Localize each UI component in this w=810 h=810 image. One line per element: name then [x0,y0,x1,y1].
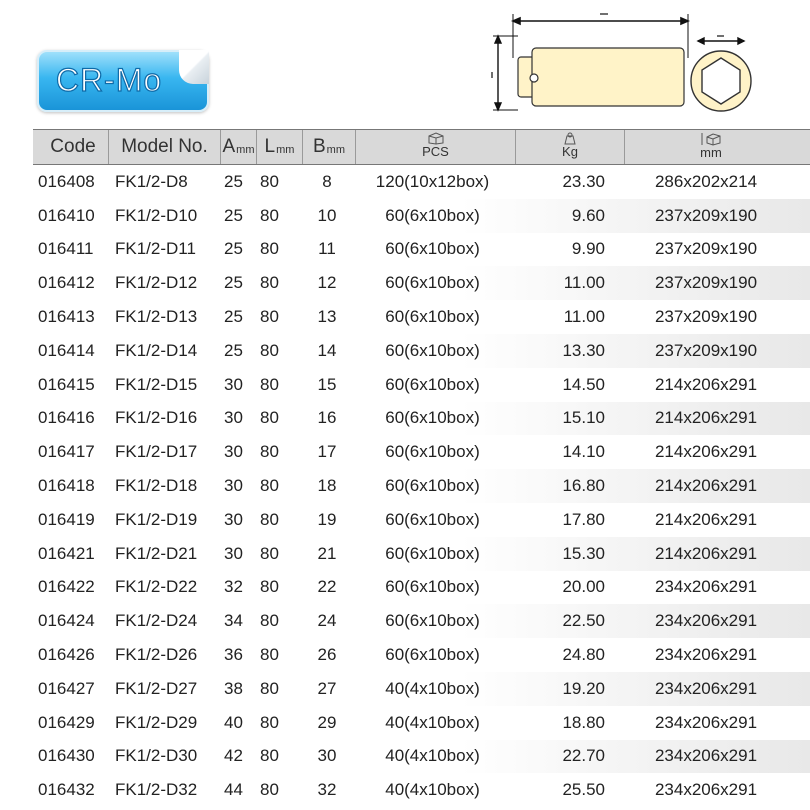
table-row [33,773,810,807]
cell-pcs: 60(6x10box) [385,543,480,563]
cell-b: 16 [317,408,337,428]
cell-a: 34 [224,611,243,631]
cell-b: 15 [317,374,337,394]
cell-kg: 11.00 [563,307,605,327]
header-code [33,130,109,164]
cell-a: 25 [224,307,243,327]
table-row [33,706,810,740]
cell-a: 36 [224,645,243,665]
header-pcs [356,130,516,164]
cell-kg: 9.60 [571,205,605,225]
cell-b: 32 [317,780,337,800]
table-row [33,537,810,571]
cell-pcs: 40(4x10box) [385,746,480,766]
cell-kg: 16.80 [562,476,605,496]
cell-b: 12 [317,273,337,293]
header-kg-label: Kg [562,144,578,159]
cell-a: 30 [224,408,243,428]
cell-b: 19 [317,509,337,529]
hex-dimension-icon [698,36,744,44]
cell-code: 016408 [38,171,95,191]
header-b-unit: mm [326,144,345,156]
cell-model: FK1/2-D14 [115,340,198,360]
cell-size: 214x206x291 [654,476,758,496]
cell-l: 80 [260,678,279,698]
cell-code: 016417 [38,442,95,462]
cell-l: 80 [260,171,279,191]
cell-size: 234x206x291 [654,611,758,631]
cell-size: 237x209x190 [654,340,758,360]
cell-l: 80 [260,476,279,496]
header-model-label: Model No. [121,136,208,157]
cell-pcs: 60(6x10box) [385,340,480,360]
cell-b: 8 [322,171,332,191]
cell-size: 214x206x291 [654,374,758,394]
cell-a: 30 [224,374,243,394]
cell-kg: 15.10 [562,408,605,428]
cell-l: 80 [260,408,279,428]
cell-code: 016411 [38,239,94,259]
cell-kg: 9.90 [571,239,605,259]
cell-size: 234x206x291 [654,746,758,766]
cell-a: 32 [224,577,243,597]
cell-b: 18 [317,476,337,496]
cell-a: 25 [224,340,243,360]
cell-code: 016410 [38,205,95,225]
cell-model: FK1/2-D8 [115,171,188,191]
header-l [257,130,303,164]
cell-b: 24 [317,611,337,631]
cell-l: 80 [260,712,279,732]
cell-kg: 19.20 [562,678,605,698]
cell-model: FK1/2-D30 [115,746,198,766]
cell-l: 80 [260,645,279,665]
cell-size: 234x206x291 [654,645,758,665]
cell-l: 80 [260,746,279,766]
cell-l: 80 [260,205,279,225]
cell-size: 234x206x291 [654,577,758,597]
box-dimension-icon [700,132,722,146]
cell-kg: 17.80 [562,509,605,529]
cell-l: 80 [260,543,279,563]
table-row [33,469,810,503]
table-row [33,740,810,774]
cell-l: 80 [260,509,279,529]
cell-pcs: 40(4x10box) [385,712,480,732]
cell-pcs: 60(6x10box) [385,645,480,665]
cell-a: 25 [224,171,243,191]
cell-l: 80 [260,374,279,394]
cell-pcs: 60(6x10box) [385,273,480,293]
cell-model: FK1/2-D29 [115,712,198,732]
header-kg [516,130,625,164]
cell-model: FK1/2-D22 [115,577,198,597]
cell-kg: 11.00 [563,273,605,293]
table-row [33,672,810,706]
cell-code: 016414 [38,340,95,360]
header-b-label: B [312,136,326,157]
cell-size: 214x206x291 [654,509,758,529]
cell-b: 21 [317,543,337,563]
cell-b: 17 [317,442,337,462]
cell-size: 214x206x291 [654,543,758,563]
cell-code: 016413 [38,307,95,327]
cell-a: 42 [224,746,243,766]
header-a-label: A [222,136,236,157]
cell-kg: 14.50 [562,374,605,394]
table-row [33,402,810,436]
cell-a: 25 [224,273,243,293]
cell-b: 22 [317,577,337,597]
cell-pcs: 60(6x10box) [385,408,480,428]
header-l-unit: mm [276,144,295,156]
cell-code: 016430 [38,746,95,766]
cell-b: 29 [317,712,337,732]
cell-a: 25 [224,205,243,225]
material-badge [37,50,209,112]
cell-pcs: 60(6x10box) [385,205,480,225]
cell-model: FK1/2-D32 [115,780,198,800]
diameter-dimension-icon [492,36,518,110]
cell-model: FK1/2-D21 [115,543,198,563]
table-row [33,300,810,334]
header-a [221,130,257,164]
cell-kg: 22.70 [562,746,605,766]
cell-size: 234x206x291 [654,780,758,800]
cell-pcs: 60(6x10box) [385,577,480,597]
cell-code: 016429 [38,712,95,732]
cell-model: FK1/2-D19 [115,509,198,529]
cell-kg: 22.50 [562,611,605,631]
table-row [33,199,810,233]
cell-code: 016432 [38,780,95,800]
table-row [33,435,810,469]
table-row [33,368,810,402]
cell-kg: 14.10 [562,442,605,462]
cell-code: 016427 [38,678,95,698]
table-row [33,165,810,199]
cell-model: FK1/2-D12 [115,273,198,293]
cell-b: 27 [317,678,337,698]
cell-pcs: 60(6x10box) [385,307,480,327]
table-header [33,129,810,165]
cell-code: 016416 [38,408,95,428]
header-l-label: L [264,136,276,157]
cell-size: 214x206x291 [654,408,758,428]
cell-l: 80 [260,273,279,293]
cell-code: 016421 [38,543,95,563]
cell-code: 016419 [38,509,95,529]
cell-kg: 18.80 [562,712,605,732]
hex-socket-end-icon [691,51,751,111]
cell-code: 016424 [38,611,95,631]
cell-a: 38 [224,678,243,698]
table-body [33,165,810,807]
cell-code: 016426 [38,645,95,665]
cell-a: 30 [224,476,243,496]
cell-size: 286x202x214 [654,171,758,191]
cell-l: 80 [260,442,279,462]
cell-size: 237x209x190 [654,307,758,327]
cell-b: 10 [317,205,337,225]
cell-model: FK1/2-D13 [115,307,198,327]
header-a-unit: mm [236,144,255,156]
cell-a: 40 [224,712,243,732]
cell-model: FK1/2-D26 [115,645,198,665]
cell-model: FK1/2-D10 [115,205,198,225]
table-row [33,604,810,638]
cell-l: 80 [260,577,279,597]
cell-kg: 25.50 [562,780,605,800]
cell-pcs: 60(6x10box) [385,239,480,259]
cell-model: FK1/2-D11 [115,239,196,259]
cell-size: 237x209x190 [654,205,758,225]
cell-model: FK1/2-D24 [115,611,198,631]
cell-a: 25 [224,239,243,259]
header-pcs-label: PCS [422,144,449,159]
cell-pcs: 60(6x10box) [385,374,480,394]
table-row [33,266,810,300]
cell-code: 016418 [38,476,95,496]
cell-model: FK1/2-D15 [115,374,198,394]
cell-pcs: 120(10x12box) [375,171,490,191]
cell-pcs: 60(6x10box) [385,611,480,631]
table-row [33,503,810,537]
cell-model: FK1/2-D17 [115,442,198,462]
cell-pcs: 60(6x10box) [385,476,480,496]
cell-b: 13 [317,307,337,327]
cell-size: 214x206x291 [654,442,758,462]
cell-code: 016422 [38,577,95,597]
product-table [33,129,810,807]
cell-a: 44 [224,780,243,800]
table-row [33,638,810,672]
header-model [109,130,221,164]
header-b [303,130,356,164]
cell-b: 14 [317,340,337,360]
cell-model: FK1/2-D18 [115,476,198,496]
page-curl-decoration [179,50,209,84]
cell-l: 80 [260,239,279,259]
cell-size: 234x206x291 [654,712,758,732]
cell-code: 016412 [38,273,95,293]
cell-kg: 13.30 [562,340,605,360]
cell-l: 80 [260,307,279,327]
cell-code: 016415 [38,374,95,394]
badge-text: CR-Mo [55,62,163,98]
cell-kg: 15.30 [562,543,605,563]
cell-l: 80 [260,340,279,360]
cell-a: 30 [224,509,243,529]
cell-model: FK1/2-D16 [115,408,198,428]
cell-l: 80 [260,780,279,800]
table-row [33,571,810,605]
header-size [625,130,797,164]
cell-pcs: 40(4x10box) [385,780,480,800]
cell-a: 30 [224,442,243,462]
table-row [33,334,810,368]
cell-model: FK1/2-D27 [115,678,198,698]
socket-side-icon [518,48,684,106]
cell-pcs: 40(4x10box) [385,678,480,698]
cell-b: 26 [317,645,337,665]
cell-pcs: 60(6x10box) [385,442,480,462]
header-code-label: Code [50,136,96,157]
cell-size: 234x206x291 [654,678,758,698]
cell-a: 30 [224,543,243,563]
cell-kg: 23.30 [562,171,605,191]
header-size-label: mm [700,145,722,160]
table-row [33,233,810,267]
cell-size: 237x209x190 [654,239,758,259]
cell-kg: 24.80 [562,645,605,665]
cell-size: 237x209x190 [654,273,758,293]
cell-l: 80 [260,611,279,631]
cell-pcs: 60(6x10box) [385,509,480,529]
socket-technical-drawing [488,10,758,125]
cell-b: 11 [318,239,336,259]
cell-kg: 20.00 [562,577,605,597]
cell-b: 30 [317,746,337,766]
